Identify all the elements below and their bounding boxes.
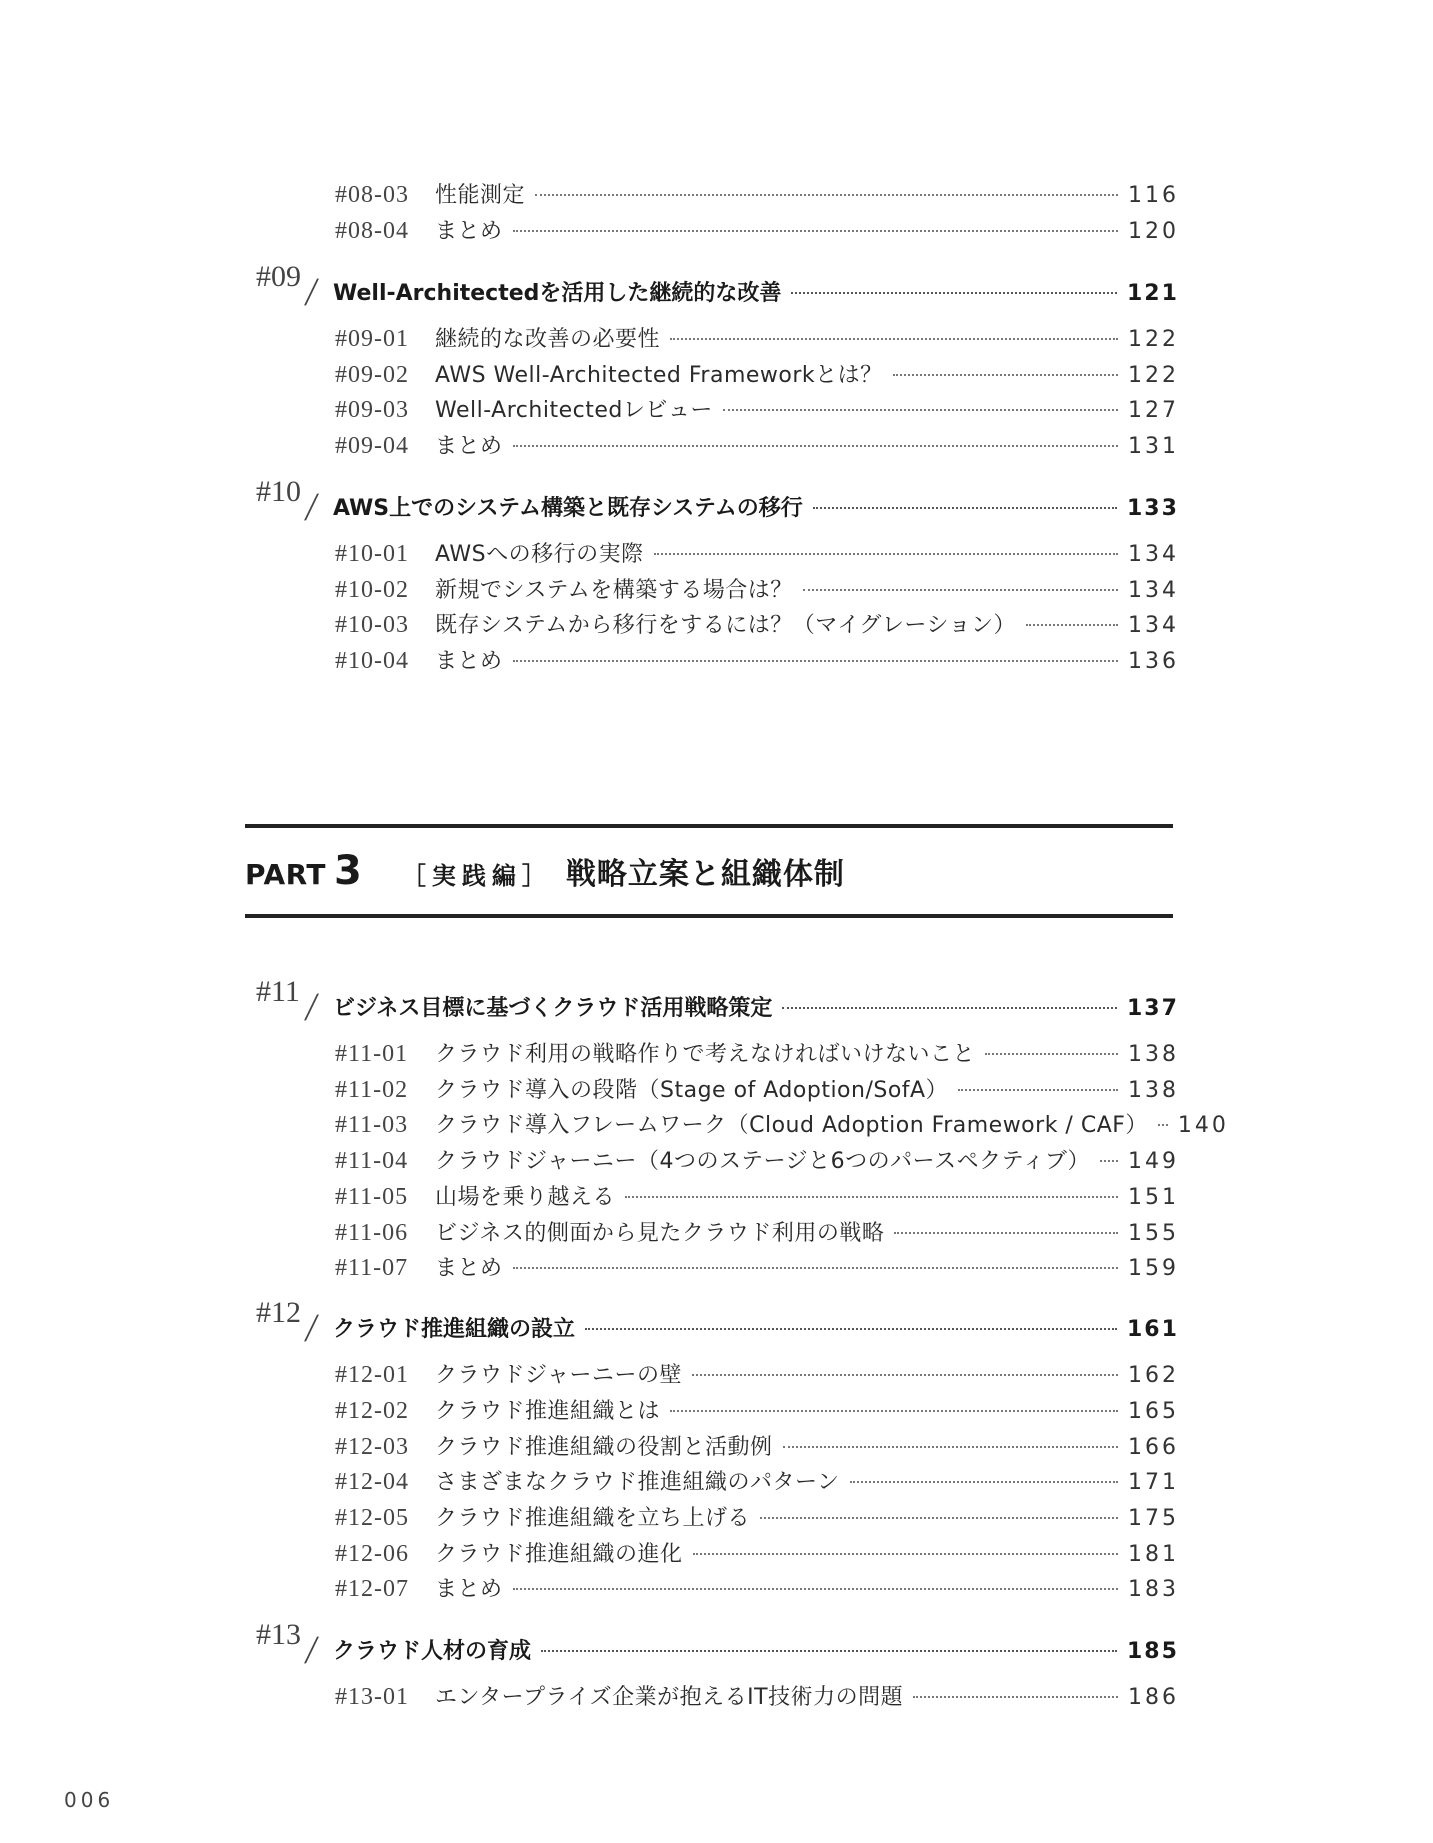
toc-section-row[interactable] — [335, 1501, 1179, 1532]
toc-section-row[interactable] — [335, 178, 1179, 209]
page-number: 181 — [1128, 1542, 1179, 1567]
dot-leader — [585, 1328, 1117, 1330]
dot-leader — [535, 194, 1118, 196]
dot-leader — [985, 1053, 1118, 1055]
section-number: #11-05 — [335, 1184, 409, 1210]
toc-chapter-row[interactable] — [256, 975, 1179, 1031]
dot-leader — [670, 338, 1118, 340]
page-number: 136 — [1128, 649, 1179, 674]
section-number: #12-07 — [335, 1576, 409, 1602]
section-number: #10-03 — [335, 612, 409, 638]
section-number: #10-01 — [335, 541, 409, 567]
section-number: #11-01 — [335, 1041, 409, 1067]
toc-section-row[interactable] — [335, 1537, 1179, 1568]
slash-mark: / — [302, 984, 321, 1029]
section-title: クラウド利用の戦略作りで考えなければいけないこと — [435, 1042, 976, 1067]
dot-leader — [1158, 1124, 1168, 1126]
dot-leader — [803, 589, 1118, 591]
dot-leader — [693, 1553, 1118, 1555]
chapter-number-text: #13 — [256, 1618, 301, 1651]
section-number: #09-04 — [335, 433, 409, 459]
dot-leader — [850, 1481, 1118, 1483]
toc-section-row[interactable] — [335, 1108, 1229, 1139]
chapter-number-text: #09 — [256, 260, 301, 293]
page-number: 127 — [1128, 398, 1179, 423]
chapter-title: Well-Architectedを活用した継続的な改善 — [333, 281, 782, 306]
dot-leader — [513, 1267, 1118, 1269]
part-kind: ［実践編］ — [401, 862, 552, 890]
slash-mark: / — [302, 269, 321, 314]
dot-leader — [813, 507, 1117, 509]
section-title: AWS Well-Architected Frameworkとは？ — [435, 363, 883, 388]
dot-leader — [723, 409, 1118, 411]
section-title: 継続的な改善の必要性 — [435, 327, 661, 352]
page-number: 131 — [1128, 434, 1179, 459]
toc-section-row[interactable] — [335, 1680, 1179, 1711]
toc-section-row[interactable] — [335, 573, 1179, 604]
chapter-title: クラウド人材の育成 — [333, 1639, 532, 1664]
toc-section-row[interactable] — [335, 1073, 1179, 1104]
dot-leader — [958, 1089, 1118, 1091]
toc-section-row[interactable] — [335, 608, 1179, 639]
chapter-title: AWS上でのシステム構築と既存システムの移行 — [333, 496, 803, 521]
page-number: 151 — [1128, 1185, 1179, 1210]
section-title: まとめ — [435, 1256, 503, 1281]
dot-leader — [782, 1007, 1117, 1009]
dot-leader — [1100, 1160, 1118, 1162]
page-number: 166 — [1128, 1435, 1179, 1460]
toc-section-row[interactable] — [335, 1430, 1179, 1461]
section-number: #12-05 — [335, 1505, 409, 1531]
page-number: 162 — [1128, 1363, 1179, 1388]
part-title: 戦略立案と組織体制 — [565, 857, 845, 892]
part-rule-bottom — [245, 914, 1173, 918]
toc-section-row[interactable] — [335, 1394, 1179, 1425]
section-number: #11-04 — [335, 1148, 409, 1174]
section-title: まとめ — [435, 434, 503, 459]
section-title: クラウドジャーニー（4つのステージと6つのパースペクティブ） — [435, 1149, 1091, 1174]
section-title: クラウド推進組織とは — [435, 1399, 661, 1424]
toc-chapter-row[interactable] — [256, 1618, 1179, 1674]
section-number: #09-03 — [335, 397, 409, 423]
dot-leader — [692, 1374, 1118, 1376]
dot-leader — [513, 660, 1118, 662]
page-number: 186 — [1128, 1685, 1179, 1710]
chapter-number — [256, 475, 333, 531]
page-folio: 006 — [64, 1788, 115, 1812]
part-rule-top — [245, 824, 1173, 828]
section-title: エンタープライズ企業が抱えるIT技術力の問題 — [435, 1685, 904, 1710]
page-number: 138 — [1128, 1042, 1179, 1067]
page-number: 149 — [1128, 1149, 1179, 1174]
toc-section-row[interactable] — [335, 1180, 1179, 1211]
page-number: 175 — [1128, 1506, 1179, 1531]
page-number: 140 — [1177, 1113, 1229, 1138]
dot-leader — [513, 230, 1118, 232]
toc-section-row[interactable] — [335, 644, 1179, 675]
dot-leader — [654, 553, 1118, 555]
page-number: 183 — [1128, 1577, 1179, 1602]
dot-leader — [791, 292, 1117, 294]
section-number: #12-01 — [335, 1362, 409, 1388]
toc-section-row[interactable] — [335, 1251, 1179, 1282]
chapter-number-text: #12 — [256, 1296, 301, 1329]
section-number: #12-03 — [335, 1434, 409, 1460]
toc-section-row[interactable] — [335, 214, 1179, 245]
section-title: クラウド推進組織の役割と活動例 — [435, 1435, 773, 1460]
section-title: まとめ — [435, 649, 503, 674]
page-number: 171 — [1128, 1470, 1179, 1495]
section-title: まとめ — [435, 1577, 503, 1602]
chapter-number — [256, 1618, 333, 1674]
page-number: 134 — [1128, 542, 1179, 567]
toc-chapter-row[interactable] — [256, 1296, 1179, 1352]
section-title: 性能測定 — [435, 183, 526, 208]
toc-section-row[interactable] — [335, 322, 1179, 353]
dot-leader — [513, 1588, 1118, 1590]
part-header — [245, 848, 1173, 898]
page-number: 120 — [1128, 219, 1179, 244]
toc-section-row[interactable] — [335, 537, 1179, 568]
chapter-number-text: #10 — [256, 475, 301, 508]
section-title: クラウド導入フレームワーク（Cloud Adoption Framework / CAF） — [435, 1113, 1148, 1138]
section-number: #08-04 — [335, 218, 409, 244]
section-number: #11-07 — [335, 1255, 409, 1281]
section-title: Well-Architectedレビュー — [435, 398, 713, 423]
dot-leader — [783, 1446, 1118, 1448]
chapter-number-text: #11 — [256, 975, 300, 1008]
page-number: 133 — [1127, 496, 1179, 521]
section-title: 新規でシステムを構築する場合は？ — [435, 578, 793, 603]
dot-leader — [670, 1410, 1118, 1412]
toc-section-row[interactable] — [335, 1358, 1179, 1389]
section-number: #09-01 — [335, 326, 409, 352]
dot-leader — [541, 1650, 1117, 1652]
page-number: 121 — [1127, 281, 1179, 306]
toc-section-row[interactable] — [335, 393, 1179, 424]
section-number: #12-06 — [335, 1541, 409, 1567]
toc-section-row[interactable] — [335, 1037, 1179, 1068]
slash-mark: / — [302, 1627, 321, 1672]
page-number: 165 — [1128, 1399, 1179, 1424]
section-number: #10-02 — [335, 577, 409, 603]
chapter-number — [256, 260, 333, 316]
page-number: 138 — [1128, 1078, 1179, 1103]
page-number: 137 — [1127, 996, 1179, 1021]
page-number: 134 — [1128, 613, 1179, 638]
toc-chapter-row[interactable] — [256, 475, 1179, 531]
chapter-title: クラウド推進組織の設立 — [333, 1317, 576, 1342]
page-number: 185 — [1127, 1639, 1179, 1664]
section-title: 山場を乗り越える — [435, 1185, 616, 1210]
part-number: 3 — [334, 848, 362, 894]
toc-section-row[interactable] — [335, 358, 1179, 389]
section-number: #10-04 — [335, 648, 409, 674]
dot-leader — [760, 1517, 1118, 1519]
section-title: 既存システムから移行をするには？（マイグレーション） — [435, 613, 1017, 638]
section-number: #12-04 — [335, 1469, 409, 1495]
section-number: #11-02 — [335, 1077, 409, 1103]
dot-leader — [625, 1196, 1118, 1198]
slash-mark: / — [302, 1305, 321, 1350]
dot-leader — [513, 445, 1118, 447]
chapter-title: ビジネス目標に基づくクラウド活用戦略策定 — [333, 996, 773, 1021]
chapter-number — [256, 975, 333, 1031]
section-number: #11-03 — [335, 1112, 409, 1138]
section-title: ビジネス的側面から見たクラウド利用の戦略 — [435, 1221, 885, 1246]
dot-leader — [913, 1696, 1118, 1698]
dot-leader — [1026, 624, 1118, 626]
page-number: 155 — [1128, 1221, 1179, 1246]
section-title: AWSへの移行の実際 — [435, 542, 644, 567]
section-number: #13-01 — [335, 1684, 409, 1710]
section-title: まとめ — [435, 219, 503, 244]
toc-section-row[interactable] — [335, 1216, 1179, 1247]
page-number: 161 — [1127, 1317, 1179, 1342]
section-title: さまざまなクラウド推進組織のパターン — [435, 1470, 840, 1495]
section-number: #11-06 — [335, 1220, 409, 1246]
toc-chapter-row[interactable] — [256, 260, 1179, 316]
toc-section-row[interactable] — [335, 1465, 1179, 1496]
dot-leader — [894, 1232, 1118, 1234]
chapter-number — [256, 1296, 333, 1352]
section-title: クラウド導入の段階（Stage of Adoption/SofA） — [435, 1078, 949, 1103]
page-number: 122 — [1128, 327, 1179, 352]
toc-section-row[interactable] — [335, 1572, 1179, 1603]
slash-mark: / — [302, 484, 321, 529]
section-number: #12-02 — [335, 1398, 409, 1424]
page-number: 159 — [1128, 1256, 1179, 1281]
page-number: 116 — [1128, 183, 1179, 208]
section-number: #08-03 — [335, 182, 409, 208]
page-number: 122 — [1128, 363, 1179, 388]
section-title: クラウドジャーニーの壁 — [435, 1363, 683, 1388]
section-title: クラウド推進組織を立ち上げる — [435, 1506, 751, 1531]
part-label: PART — [245, 858, 327, 891]
dot-leader — [893, 374, 1118, 376]
toc-section-row[interactable] — [335, 1144, 1179, 1175]
section-number: #09-02 — [335, 362, 409, 388]
page-number: 134 — [1128, 578, 1179, 603]
section-title: クラウド推進組織の進化 — [435, 1542, 683, 1567]
toc-section-row[interactable] — [335, 429, 1179, 460]
